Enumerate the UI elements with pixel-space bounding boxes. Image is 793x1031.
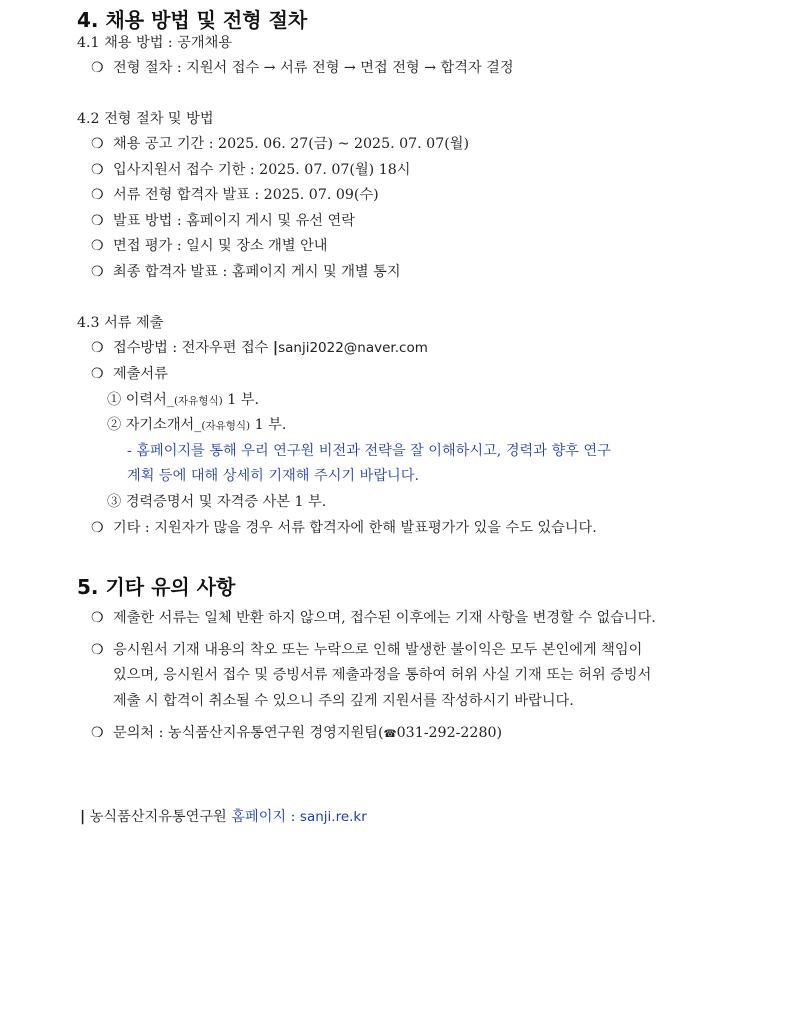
item-number: ① xyxy=(107,392,122,408)
list-item xyxy=(91,519,597,537)
bullet-icon: ❍ xyxy=(91,520,104,536)
footer-org: 농식품산지유통연구원 xyxy=(89,809,227,825)
list-item-text: 응시원서 기재 내용의 착오 또는 누락으로 인해 발생한 불이익은 모두 본인에게 책임이 xyxy=(113,642,643,658)
homepage-link[interactable]: sanji.re.kr xyxy=(299,809,367,825)
bullet-icon: ❍ xyxy=(91,725,104,741)
list-item xyxy=(91,724,502,743)
footer-bar: | xyxy=(80,809,86,825)
list-item xyxy=(91,609,656,627)
section-5-title: 5. 기타 유의 사항 xyxy=(77,575,236,599)
bullet-icon: ❍ xyxy=(91,238,104,254)
list-item-text: 최종 합격자 발표 : 홈페이지 게시 및 개별 통지 xyxy=(113,264,401,280)
bullet-icon: ❍ xyxy=(91,213,104,229)
list-item xyxy=(91,186,379,204)
bullet-icon: ❍ xyxy=(91,340,104,356)
list-item-text: 입사지원서 접수 기한 : 2025. 07. 07(월) 18시 xyxy=(113,162,411,178)
list-item xyxy=(91,237,328,255)
submission-method-label: 접수방법 : 전자우편 접수 xyxy=(113,340,269,356)
bullet-icon: ❍ xyxy=(91,187,104,203)
list-item-text: 기타 : 지원자가 많을 경우 서류 합격자에 한해 발표평가가 있을 수도 있습니다. xyxy=(113,520,597,536)
list-item-continuation: 제출 시 합격이 취소될 수 있으니 주의 깊게 지원서를 작성하시기 바랍니다. xyxy=(113,693,574,709)
document-item: ① 이력서_(자유형식) 1 부. xyxy=(107,392,259,408)
footer xyxy=(80,808,367,826)
phone-icon: ☎ xyxy=(383,728,397,740)
contact-phone: 031-292-2280) xyxy=(396,725,503,741)
document-detail-line-2: 계획 등에 대해 상세히 기재해 주시기 바랍니다. xyxy=(127,468,419,484)
separator-bar: | xyxy=(272,340,279,356)
submission-email: sanji2022@naver.com xyxy=(278,340,428,356)
homepage-label: 홈페이지 : xyxy=(231,809,296,825)
section-4-1-title: 4.1 채용 방법 : 공개채용 xyxy=(77,35,233,51)
item-number: ② xyxy=(107,417,122,433)
document-detail-line-1: - 홈페이지를 통해 우리 연구원 비전과 전략을 잘 이해하시고, 경력과 향후 연구 xyxy=(127,443,611,459)
contact-label: 문의처 : 농식품산지유통연구원 경영지원팀( xyxy=(113,725,384,741)
list-item xyxy=(91,161,410,179)
list-item-text: 서류 전형 합격자 발표 : 2025. 07. 09(수) xyxy=(113,187,379,203)
item-number: ③ xyxy=(107,494,122,510)
document-item: ② 자기소개서_(자유형식) 1 부. xyxy=(107,417,287,433)
list-item xyxy=(91,212,355,230)
list-item-text: 채용 공고 기간 : 2025. 06. 27(금) ~ 2025. 07. 07(월) xyxy=(113,136,470,152)
bullet-icon: ❍ xyxy=(91,264,104,280)
bullet-icon: ❍ xyxy=(91,610,104,626)
bullet-icon: ❍ xyxy=(91,162,104,178)
bullet-icon: ❍ xyxy=(91,60,104,76)
list-item-text: 제출한 서류는 일체 반환 하지 않으며, 접수된 이후에는 기재 사항을 변경할 수 없습니다. xyxy=(113,610,656,626)
list-item-text: 발표 방법 : 홈페이지 게시 및 유선 연락 xyxy=(113,213,355,229)
section-4-3-title: 4.3 서류 제출 xyxy=(77,315,164,331)
document-item: ③ 경력증명서 및 자격증 사본 1 부. xyxy=(107,494,327,510)
list-item xyxy=(91,59,514,77)
section-4-title: 4. 채용 방법 및 전형 절차 xyxy=(77,8,308,32)
list-item xyxy=(91,339,428,357)
list-item-continuation: 있으며, 응시원서 접수 및 증빙서류 제출과정을 통하여 허위 사실 기재 또는 허위 증빙서 xyxy=(113,667,652,683)
section-4-2-title: 4.2 전형 절차 및 방법 xyxy=(77,111,214,127)
list-item xyxy=(91,641,642,659)
bullet-icon: ❍ xyxy=(91,366,104,382)
bullet-icon: ❍ xyxy=(91,136,104,152)
list-item xyxy=(91,135,469,153)
bullet-icon: ❍ xyxy=(91,642,104,658)
list-item-text: 제출서류 xyxy=(113,366,168,382)
list-item-text: 전형 절차 : 지원서 접수 → 서류 전형 → 면접 전형 → 합격자 결정 xyxy=(113,60,514,76)
list-item-text: 면접 평가 : 일시 및 장소 개별 안내 xyxy=(113,238,328,254)
list-item xyxy=(91,263,401,281)
list-item xyxy=(91,365,168,383)
